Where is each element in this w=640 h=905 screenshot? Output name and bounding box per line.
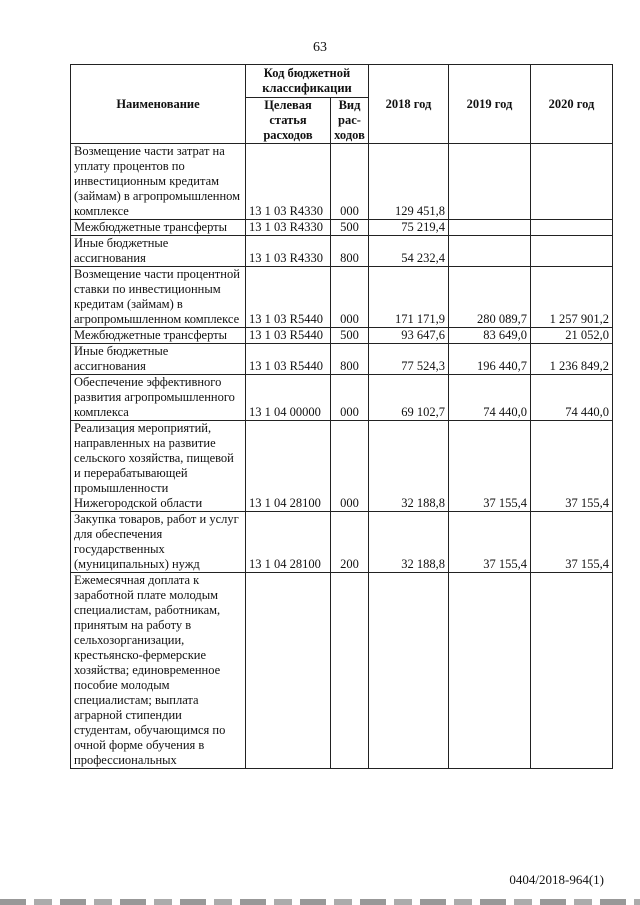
row-name: Ежемесячная доплата к заработной плате молодым специалистам, работникам, принятым на работу в сельхозорганизации, крестьянско-фермерские хозяйства; единовременное пособие молодым специалистам; выплата аграрной стипендии студентам, обучающимся по очной форме обучения в профессиональных [71,573,246,769]
row-code: 13 1 03 R4330 [246,220,331,236]
row-name: Возмещение части процентной ставки по инвестиционным кредитам (займам) в агропромышленном комплексе [71,267,246,328]
row-2019: 196 440,7 [449,344,531,375]
row-kind: 800 [331,344,369,375]
row-2020 [531,573,613,769]
row-2020: 1 236 849,2 [531,344,613,375]
scan-edge-artifact [0,899,640,905]
header-2018: 2018 год [369,65,449,144]
table-header [71,65,613,144]
row-code: 13 1 03 R4330 [246,144,331,220]
header-2019: 2019 год [449,65,531,144]
row-2020: 74 440,0 [531,375,613,421]
row-2019 [449,220,531,236]
table-row [71,512,613,573]
row-kind: 200 [331,512,369,573]
row-code: 13 1 04 28100 [246,421,331,512]
row-2018: 54 232,4 [369,236,449,267]
row-name: Закупка товаров, работ и услуг для обеспечения государственных (муниципальных) нужд [71,512,246,573]
row-2019 [449,236,531,267]
row-code: 13 1 03 R5440 [246,267,331,328]
table-row [71,573,613,769]
row-2018: 77 524,3 [369,344,449,375]
row-name: Возмещение части затрат на уплату процентов по инвестиционным кредитам (займам) в агропромышленном комплексе [71,144,246,220]
budget-table [70,64,613,769]
row-2019: 83 649,0 [449,328,531,344]
row-2019 [449,573,531,769]
row-2019 [449,144,531,220]
row-kind: 800 [331,236,369,267]
row-kind: 000 [331,144,369,220]
row-code: 13 1 04 00000 [246,375,331,421]
table-row [71,220,613,236]
row-2018: 129 451,8 [369,144,449,220]
row-name: Межбюджетные трансферты [71,220,246,236]
row-2020: 1 257 901,2 [531,267,613,328]
row-code: 13 1 03 R5440 [246,328,331,344]
table-row [71,344,613,375]
page-number: 63 [313,40,327,55]
row-name: Реализация мероприятий, направленных на развитие сельского хозяйства, пищевой и перерабатывающей промышленности Нижегородской области [71,421,246,512]
row-2020: 37 155,4 [531,512,613,573]
row-2019: 280 089,7 [449,267,531,328]
row-code [246,573,331,769]
row-2020 [531,236,613,267]
row-2018: 75 219,4 [369,220,449,236]
row-kind: 000 [331,421,369,512]
row-kind: 500 [331,328,369,344]
row-2020: 37 155,4 [531,421,613,512]
row-2020 [531,220,613,236]
row-name: Иные бюджетные ассигнования [71,344,246,375]
row-2020 [531,144,613,220]
row-name: Межбюджетные трансферты [71,328,246,344]
row-2018: 69 102,7 [369,375,449,421]
row-kind: 000 [331,375,369,421]
table-row [71,144,613,220]
header-target: Целевая статья расходов [246,98,331,144]
row-code: 13 1 03 R5440 [246,344,331,375]
row-2019: 74 440,0 [449,375,531,421]
row-2018: 93 647,6 [369,328,449,344]
table-row [71,328,613,344]
document-code: 0404/2018-964(1) [509,872,604,887]
header-2020: 2020 год [531,65,613,144]
row-2018: 171 171,9 [369,267,449,328]
row-name: Обеспечение эффективного развития агропромышленного комплекса [71,375,246,421]
row-kind [331,573,369,769]
row-kind: 500 [331,220,369,236]
table-row [71,267,613,328]
table-row [71,421,613,512]
row-name: Иные бюджетные ассигнования [71,236,246,267]
table-row [71,375,613,421]
row-2018: 32 188,8 [369,421,449,512]
table-row [71,236,613,267]
row-kind: 000 [331,267,369,328]
row-2019: 37 155,4 [449,512,531,573]
row-2019: 37 155,4 [449,421,531,512]
header-name: Наименование [71,65,246,144]
row-code: 13 1 04 28100 [246,512,331,573]
row-2018 [369,573,449,769]
header-kind: Вид рас-ходов [331,98,369,144]
row-code: 13 1 03 R4330 [246,236,331,267]
row-2020: 21 052,0 [531,328,613,344]
row-2018: 32 188,8 [369,512,449,573]
header-code-group: Код бюджетной классификации [246,65,369,98]
